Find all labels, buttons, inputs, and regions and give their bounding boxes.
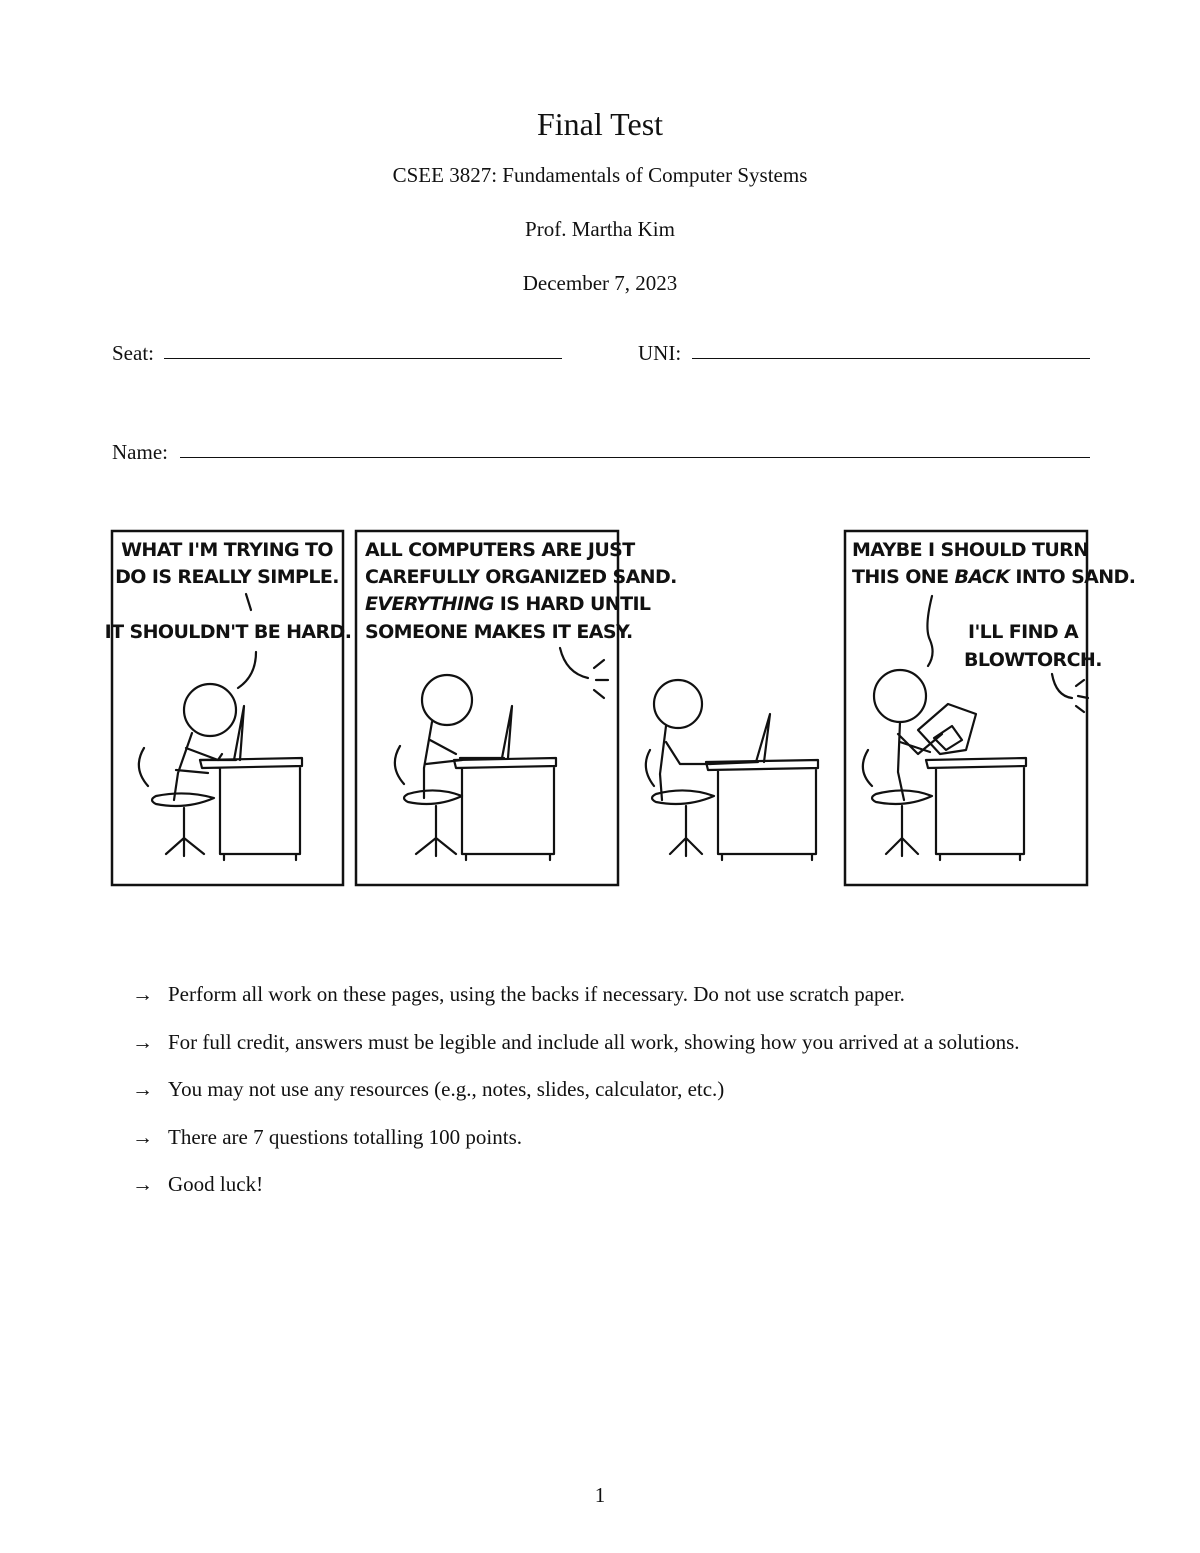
comic-panel-3 [646,680,818,860]
uni-input-line[interactable] [692,358,1090,359]
arrow-icon: → [132,1124,153,1149]
instruction-item [132,980,1112,1028]
panel2-text-line1: ALL COMPUTERS ARE JUST [365,539,635,561]
seat-input-line[interactable] [164,358,562,359]
panel4-text-line3: I'LL FIND A [968,621,1079,643]
comic-panel-4 [845,531,1135,885]
instruction-item [132,1028,1112,1076]
svg-text:EVERYTHING IS HARD UNTIL [365,593,651,615]
panel4-text-line2-end: INTO SAND. [1009,566,1136,588]
panel4-text-line1: MAYBE I SHOULD TURN [852,539,1089,561]
arrow-icon: → [132,982,153,1006]
name-label: Name: [112,440,168,464]
panel1-text-line1: WHAT I'M TRYING TO [121,539,333,561]
comic-panel-2 [356,531,677,885]
comic-panel-1 [105,531,352,885]
xkcd-comic-strip [104,528,1136,888]
exam-title: Final Test [536,106,664,142]
instruction-text: For full credit, answers must be legible and include all work, showing how you arrived at a solutions. [168,1029,1020,1054]
panel2-text-emphasis: EVERYTHING [365,593,494,615]
exam-date: December 7, 2023 [522,271,678,295]
panel1-text-line3: IT SHOULDN'T BE HARD. [104,621,352,643]
panel2-text-line3: IS HARD UNTIL [493,593,651,615]
panel1-text-line2: DO IS REALLY SIMPLE. [115,566,339,588]
person-at-desk-figure [646,680,818,860]
panel4-text-emphasis: BACK [954,566,1010,588]
arrow-icon: → [132,1029,153,1054]
arrow-icon: → [132,1172,153,1196]
seat-label: Seat: [112,341,154,365]
panel2-text-line2: CAREFULLY ORGANIZED SAND. [365,566,677,588]
instruction-text: You may not use any resources (e.g., notes, slides, calculator, etc.) [168,1077,725,1101]
instruction-item [132,1123,1112,1171]
instruction-item [132,1170,1112,1218]
page-number: 1 [594,1483,606,1507]
instruction-text: Perform all work on these pages, using the backs if necessary. Do not use scratch paper. [168,982,905,1006]
svg-text:THIS ONE BACK INTO SAND. [852,566,1135,588]
uni-label: UNI: [638,341,682,365]
name-input-line[interactable] [180,457,1090,458]
panel4-text-line2-start: THIS ONE [852,566,955,588]
instruction-text: There are 7 questions totalling 100 points. [168,1124,523,1149]
panel4-text-line4: BLOWTORCH. [964,649,1102,671]
course-name: CSEE 3827: Fundamentals of Computer Systems [392,163,808,187]
instructions-list [132,980,1112,1218]
panel2-text-line4: SOMEONE MAKES IT EASY. [365,621,633,643]
instructor-name: Prof. Martha Kim [525,217,675,241]
instruction-item [132,1075,1112,1123]
arrow-icon: → [132,1077,153,1101]
instruction-text: Good luck! [168,1172,264,1196]
